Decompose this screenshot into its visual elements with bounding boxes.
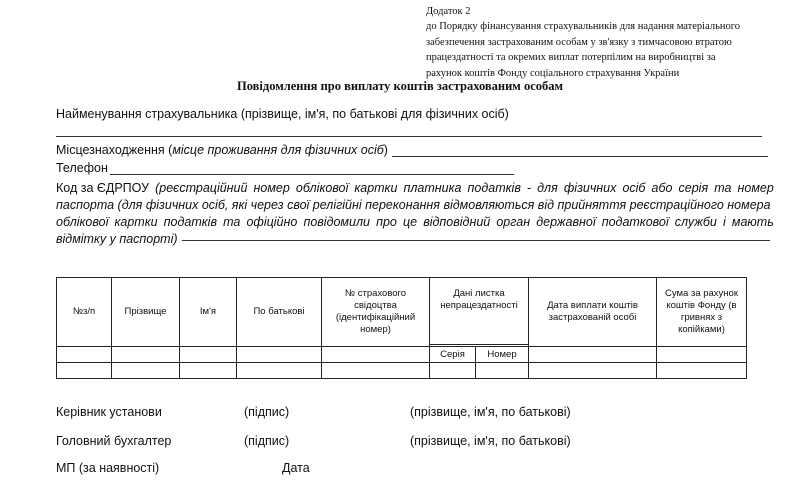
head-signature: (підпис) [244,405,290,419]
table-row [57,363,747,379]
table-cell[interactable] [112,347,180,363]
code-word: серія [678,181,709,195]
code-word: податків [467,181,521,195]
head-label: Керівник установи [56,405,162,419]
table-cell[interactable] [180,347,237,363]
document-title: Повідомлення про виплату коштів застрахованим особам [236,79,564,93]
table-cell[interactable] [322,347,430,363]
code-word: це [402,215,418,229]
code-word: (реєстраційний [155,181,248,195]
date-label: Дата [282,461,310,475]
header-surname: Прізвище [112,278,180,347]
insurer-name-field[interactable] [56,136,762,137]
code-row-4: відмітку у паспорті) [56,232,178,246]
code-word: картки [354,181,398,195]
code-row-3 [56,214,774,231]
annex-note [426,4,786,81]
code-row-1 [56,180,774,197]
stamp-label: МП (за наявності) [56,461,160,475]
header-num: №з/п [57,278,112,347]
annex-line-5: рахунок коштів Фонду соціального страхування України [426,67,680,79]
code-word: картки [114,215,158,229]
location-field[interactable] [392,156,768,157]
table-cell[interactable] [180,363,237,379]
table-cell[interactable] [430,363,476,379]
phone-label: Телефон [56,161,108,175]
code-word: про [376,215,397,229]
annex-line-3: забезпечення застрахованим особам у зв'язку з тимчасовою втратою [426,36,732,48]
table-cell[interactable] [529,347,657,363]
table-header-row [57,278,747,345]
code-word: номер [253,181,290,195]
annex-line-2: до Порядку фінансування страхувальників для надання матеріального [426,21,741,33]
code-word: та [223,215,241,229]
header-insurance-id: № страхового свідоцтва (ідентифікаційний номер) [322,278,430,347]
location-hint: місце проживання для фізичних осіб [172,143,384,157]
code-word: офіційно [246,215,298,229]
code-block [56,180,774,248]
table-cell[interactable] [322,363,430,379]
table-cell[interactable] [57,347,112,363]
header-payment-date: Дата виплати коштів застрахованій особі [529,278,657,347]
code-word: для [537,181,558,195]
code-word: податкової [601,215,669,229]
code-field[interactable] [182,240,770,241]
code-word: або [651,181,673,195]
table-cell[interactable] [237,363,322,379]
table-cell[interactable] [476,363,529,379]
annex-line-4: працездатності та окремих виплат потерпілим на виробництві за [426,52,716,64]
accountant-label: Головний бухгалтер [56,434,172,448]
table-cell[interactable] [112,363,180,379]
subheader-series: Серія [430,347,476,363]
code-word: служби [674,215,717,229]
code-word: повідомили [303,215,370,229]
annex-line-1: Додаток 2 [426,6,471,17]
code-word: - [526,181,532,195]
code-label: Код за ЄДРПОУ [56,181,150,195]
payments-table [56,277,747,379]
table-cell[interactable] [657,363,747,379]
insurer-name-label: Найменування страхувальника (прізвище, ім'я, по батькові для фізичних осіб) [56,107,509,121]
table-row [57,347,747,363]
header-sick-leave: Дані листка непрацездатності [430,278,529,345]
code-word: відповідний [423,215,491,229]
location-label: Місцезнаходження (місце проживання для фізичних осіб) [56,143,388,157]
accountant-signature: (підпис) [244,434,290,448]
code-word: облікової [295,181,349,195]
header-name: Ім'я [180,278,237,347]
code-word: мають [731,215,774,229]
code-word: номер [737,181,774,195]
phone-field[interactable] [110,174,514,175]
accountant-full-name: (прізвище, ім'я, по батькові) [410,434,571,448]
table-cell[interactable] [529,363,657,379]
subheader-number: Номер [476,347,529,363]
code-word: податків [163,215,217,229]
code-word: орган [496,215,531,229]
code-word: та [714,181,732,195]
table-cell[interactable] [57,363,112,379]
code-word: державної [536,215,596,229]
code-word: осіб [622,181,646,195]
code-word: фізичних [563,181,617,195]
code-row-2: паспорта (для фізичних осіб, які через свої релігійні переконання відмовляються від прийняття реєстраційного номера [56,198,771,212]
table-cell[interactable] [657,347,747,363]
code-word: облікової [56,215,109,229]
head-full-name: (прізвище, ім'я, по батькові) [410,405,571,419]
table-cell[interactable] [237,347,322,363]
header-amount: Сума за рахунок коштів Фонду (в гривнях з копійками) [657,278,747,347]
code-word: платника [403,181,462,195]
header-patronymic: По батькові [237,278,322,347]
code-word: і [723,215,726,229]
